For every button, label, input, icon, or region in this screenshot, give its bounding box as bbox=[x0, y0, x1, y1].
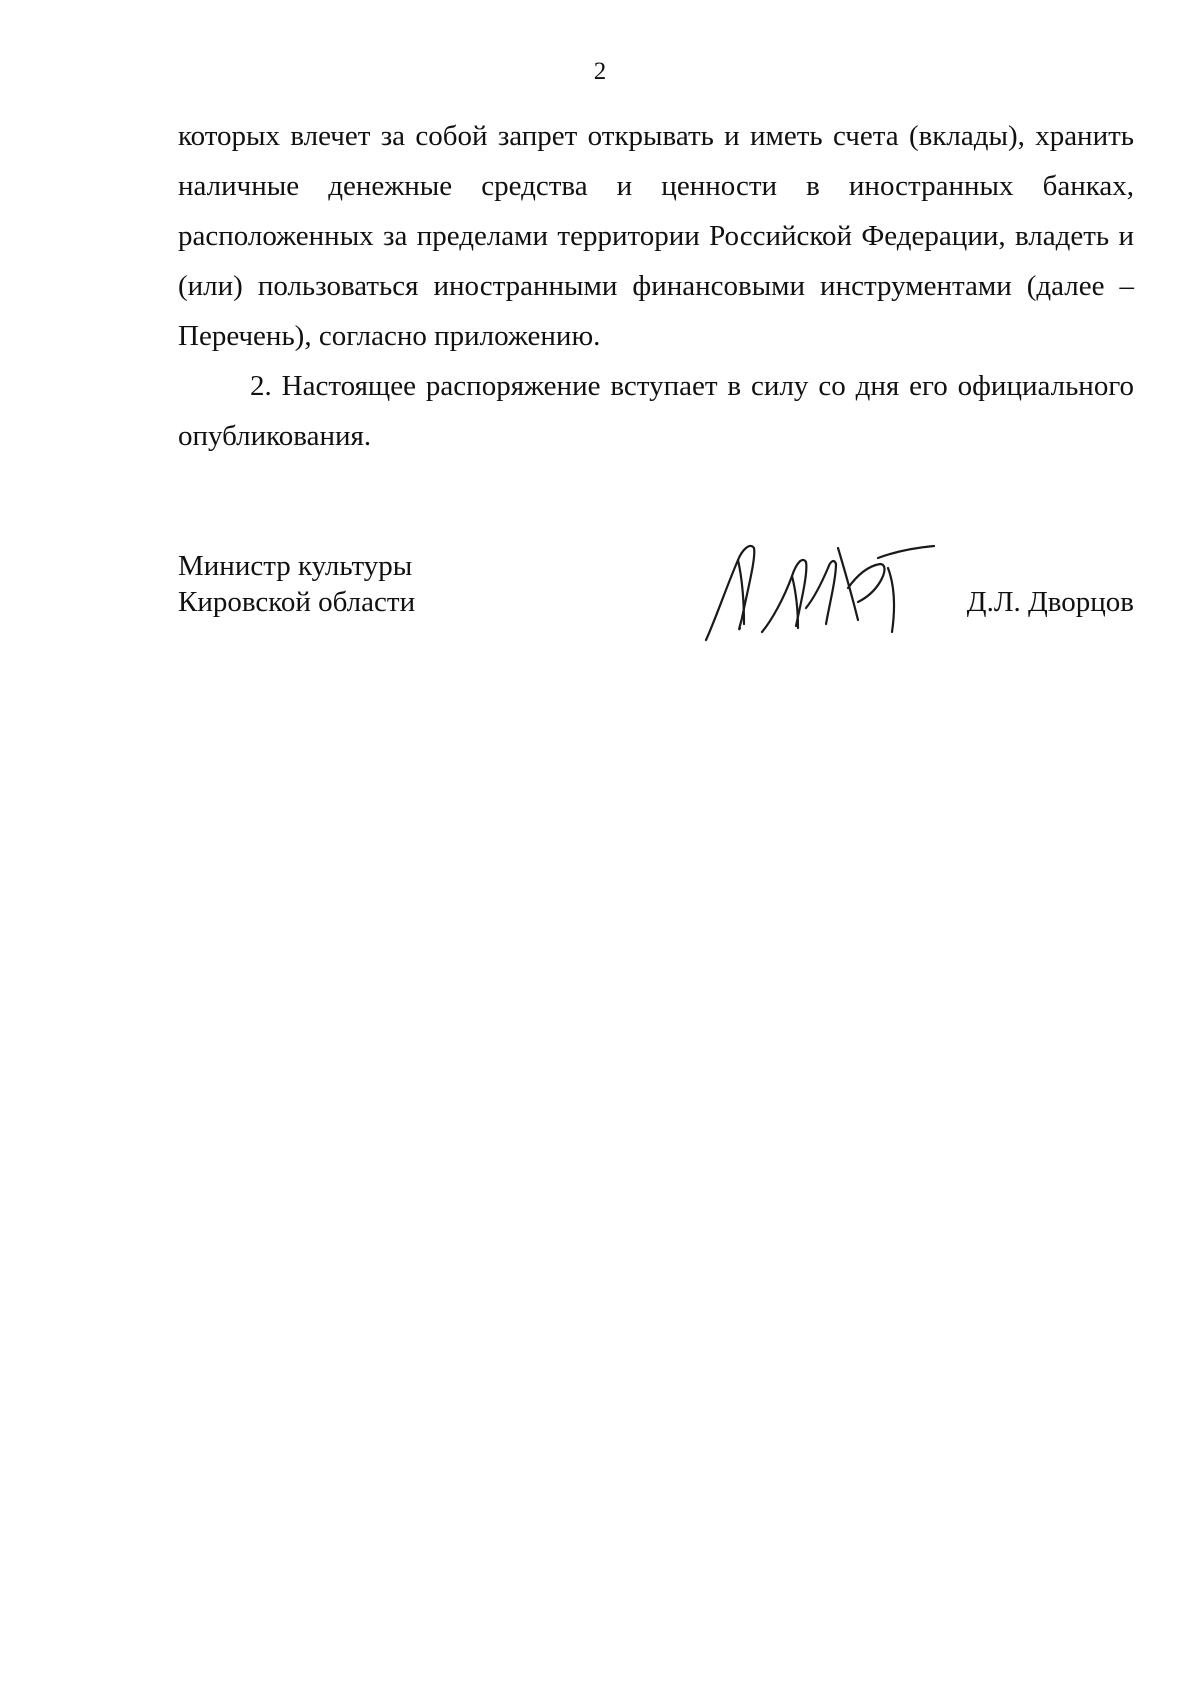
signatory-title bbox=[178, 548, 415, 620]
page-number: 2 bbox=[593, 58, 607, 85]
signatory-name: Д.Л. Дворцов bbox=[966, 586, 1134, 618]
signatory-title-line1: Министр культуры bbox=[178, 550, 413, 582]
signature-block bbox=[178, 548, 1134, 648]
signatory-title-line2: Кировской области bbox=[178, 586, 416, 618]
handwritten-signature-icon bbox=[698, 528, 958, 648]
paragraph-effective-date: 2. Настоящее распоряжение вступает в силу со дня его официального опубликования. bbox=[178, 370, 1134, 452]
paragraph-continuation: которых влечет за собой запрет открывать и иметь счета (вклады), хранить наличные денежные средства и ценности в иностранных банках, расположенных за пределами территории Российской Федерации, владеть и (или) пользоваться иностранными финансовыми инструментами (далее – Перечень), согласно приложению. bbox=[178, 120, 1134, 352]
document-body bbox=[178, 111, 1134, 461]
